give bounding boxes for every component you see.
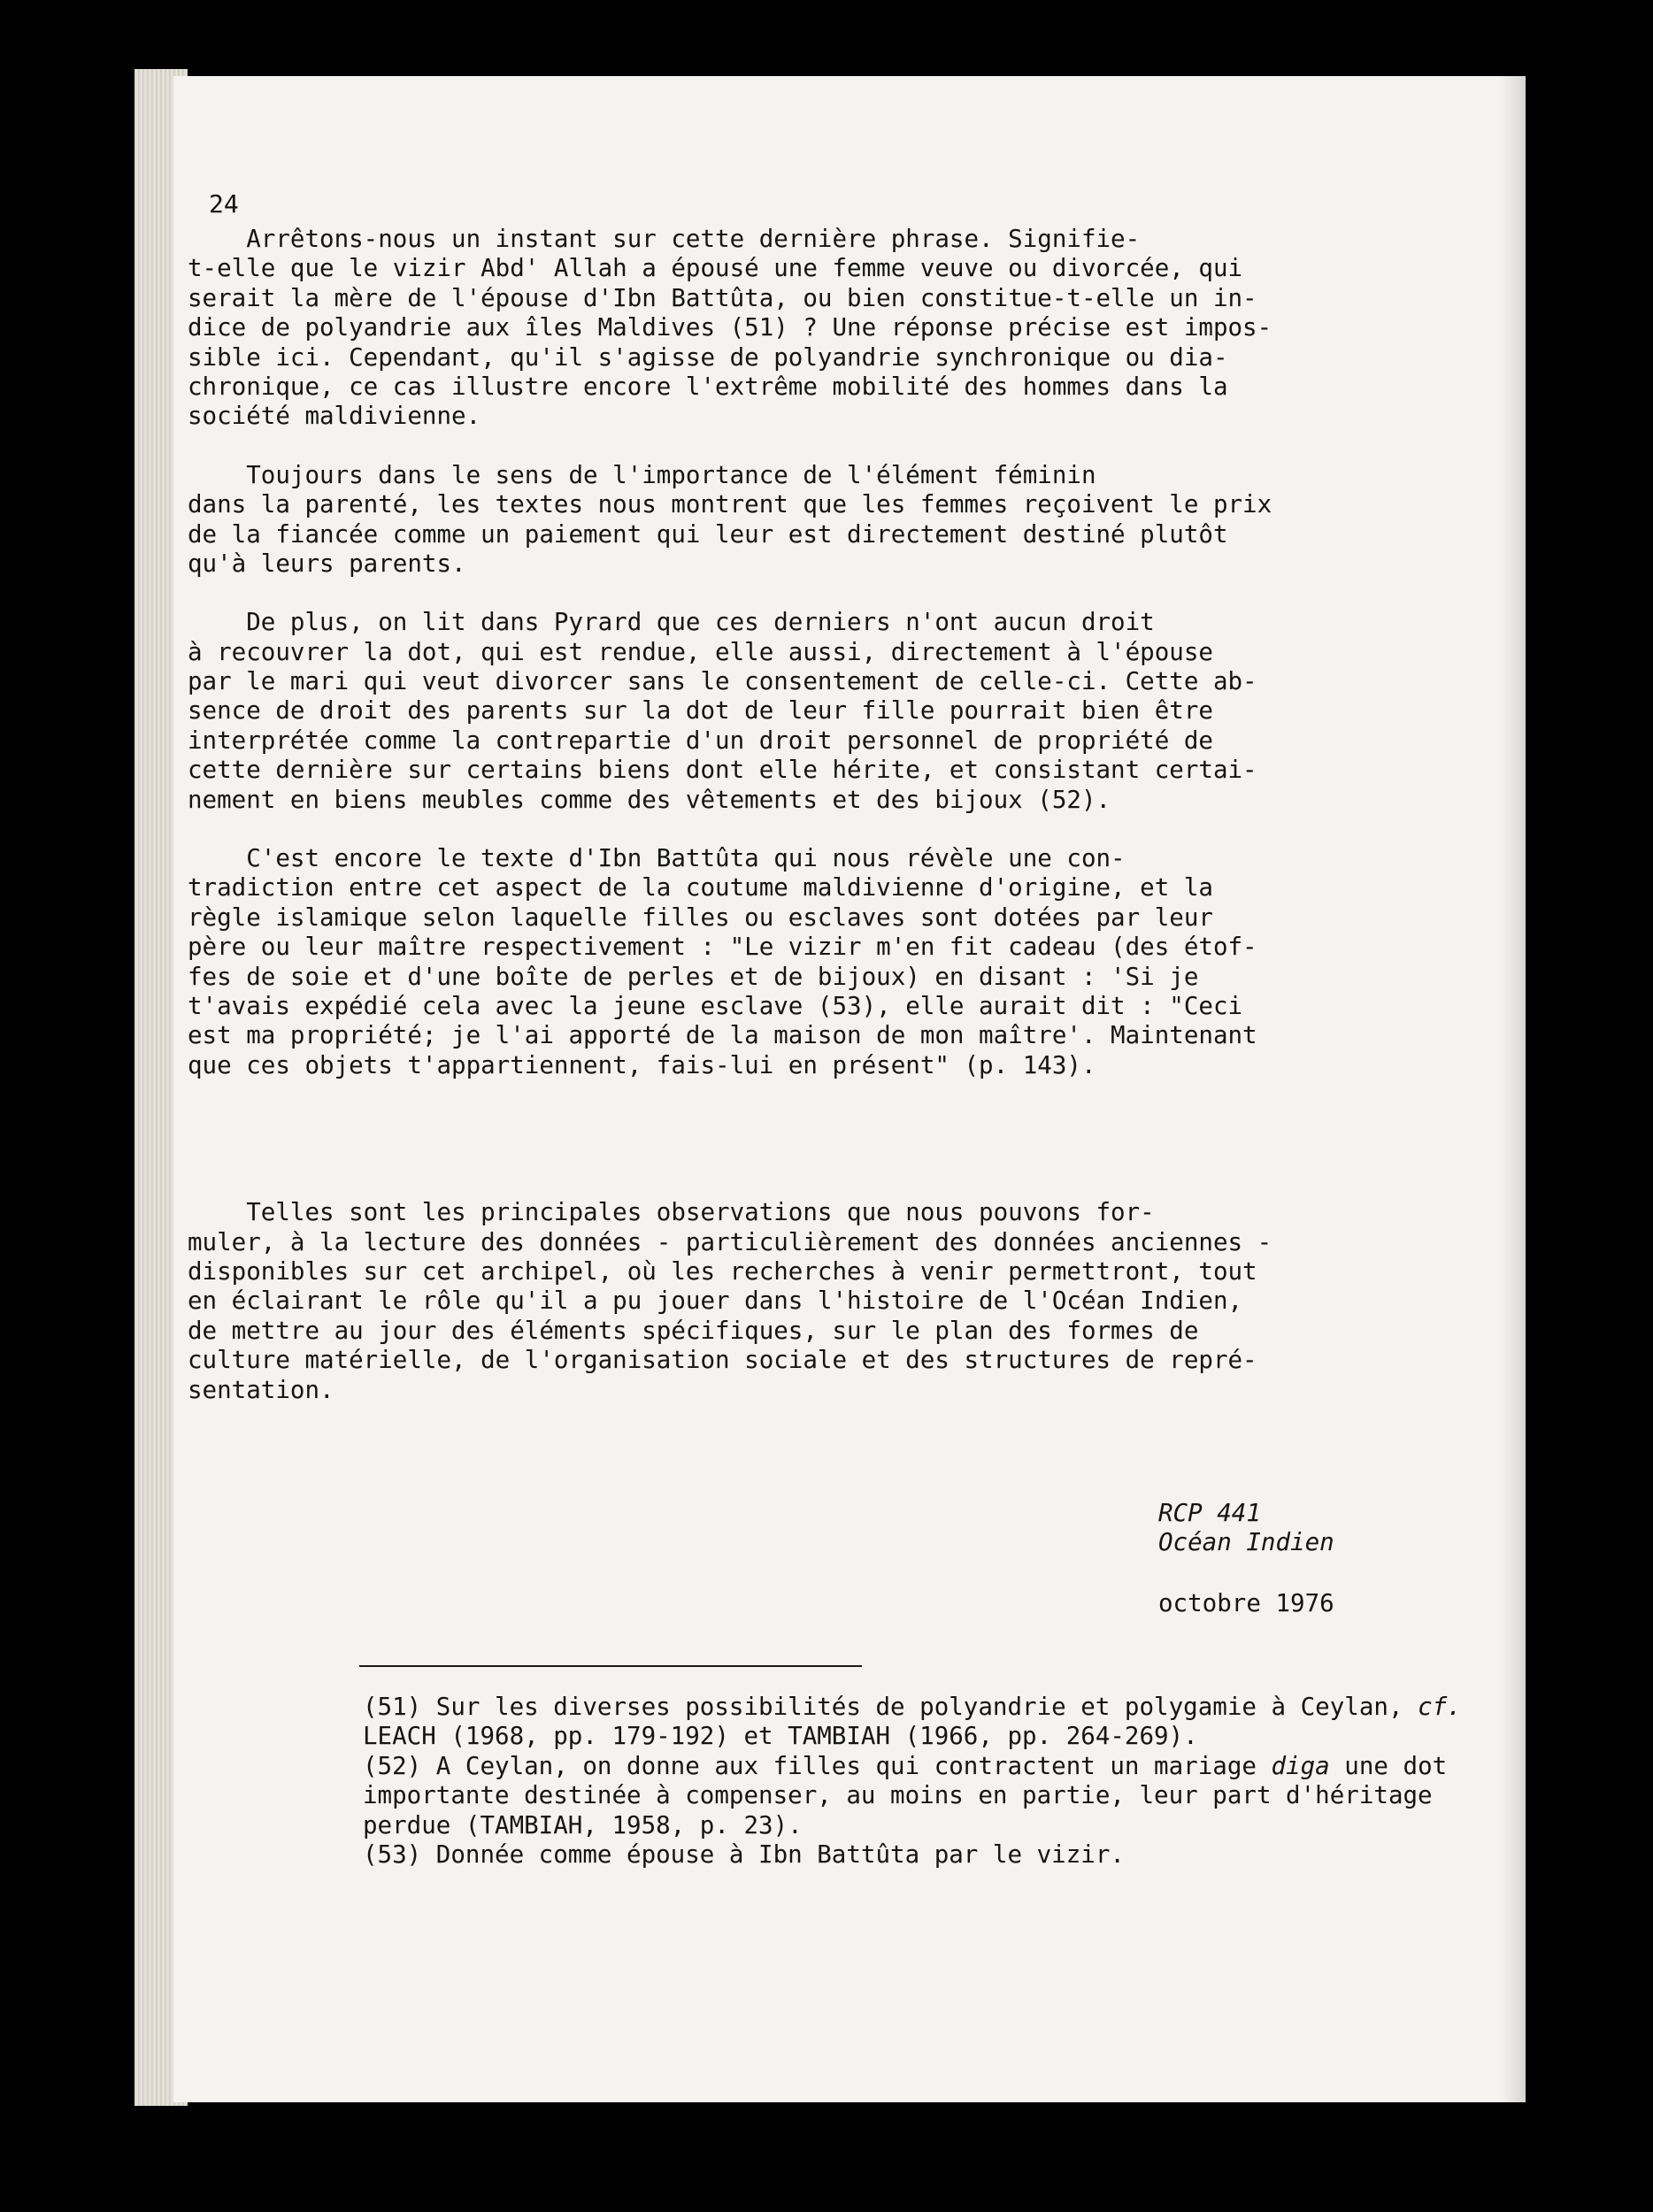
paragraph [188, 608, 1257, 815]
paragraph [188, 460, 1272, 580]
text-line: société maldivienne. [188, 402, 481, 431]
footnotes [363, 1693, 1462, 1870]
text-line: chronique, ce cas illustre encore l'extrême mobilité des hommes dans la [188, 372, 1228, 401]
signature-line-1: RCP 441 [1158, 1499, 1261, 1527]
text-line: sentation. [188, 1375, 334, 1404]
text-line: Telles sont les principales observations que nous pouvons for- [188, 1198, 1155, 1227]
text-line: nement en biens meubles comme des vêtements et des bijoux (52). [188, 785, 1111, 814]
text-line: disponibles sur cet archipel, où les recherches à venir permettront, tout [188, 1256, 1257, 1286]
text-line: muler, à la lecture des données - particulièrement des données anciennes - [188, 1227, 1272, 1256]
text-line: serait la mère de l'épouse d'Ibn Battûta, ou bien constitue-t-elle un in- [188, 283, 1257, 312]
text-line: sence de droit des parents sur la dot de leur fille pourrait bien être [188, 696, 1213, 726]
text-line: C'est encore le texte d'Ibn Battûta qui nous révèle une con- [188, 844, 1126, 873]
footnote-51-line-1: (51) Sur les diverses possibilités de polyandrie et polygamie à Ceylan, cf. [363, 1693, 1462, 1721]
body-text [188, 225, 1272, 1405]
section-gap [188, 1110, 1249, 1198]
page-number: 24 [209, 189, 239, 219]
text-line: t'avais expédié cela avec la jeune esclave (53), elle aurait dit : "Ceci [188, 991, 1243, 1020]
footnote-51-line-2: LEACH (1968, pp. 179-192) et TAMBIAH (1966, pp. 264-269). [363, 1722, 1198, 1751]
text-line: Toujours dans le sens de l'importance de l'élément féminin [188, 460, 1096, 489]
text-line: père ou leur maître respectivement : "Le vizir m'en fit cadeau (des étof- [188, 933, 1257, 962]
signature-line-2: Océan Indien [1158, 1528, 1334, 1557]
text-line: Arrêtons-nous un instant sur cette dernière phrase. Signifie- [188, 225, 1141, 253]
text-line: que ces objets t'appartiennent, fais-lui en présent" (p. 143). [188, 1050, 1096, 1079]
text-line: par le mari qui veut divorcer sans le consentement de celle-ci. Cette ab- [188, 667, 1257, 696]
text-line: règle islamique selon laquelle filles ou esclaves sont dotées par leur [188, 902, 1213, 932]
text-line: à recouvrer la dot, qui est rendue, elle aussi, directement à l'épouse [188, 637, 1213, 666]
text-line: tradiction entre cet aspect de la coutume maldivienne d'origine, et la [188, 873, 1213, 902]
text-line: sible ici. Cependant, qu'il s'agisse de polyandrie synchronique ou dia- [188, 342, 1228, 372]
paragraph [188, 225, 1272, 432]
text-line: qu'à leurs parents. [188, 549, 466, 578]
text-line: De plus, on lit dans Pyrard que ces derniers n'ont aucun droit [188, 608, 1155, 637]
text-line: interprétée comme la contrepartie d'un droit personnel de propriété de [188, 726, 1213, 755]
footnote-separator [359, 1665, 862, 1667]
paragraph [188, 844, 1257, 1080]
text-line: culture matérielle, de l'organisation sociale et des structures de repré- [188, 1346, 1257, 1375]
footnote-53-line-1: (53) Donnée comme épouse à Ibn Battûta par le vizir. [363, 1839, 1125, 1869]
text-line: est ma propriété; je l'ai apporté de la maison de mon maître'. Maintenant [188, 1021, 1257, 1050]
text-line: cette dernière sur certains biens dont elle hérite, et consistant certai- [188, 756, 1257, 785]
date-line: octobre 1976 [1158, 1589, 1334, 1617]
paragraph [188, 1198, 1272, 1405]
text-line: t-elle que le vizir Abd' Allah a épousé une femme veuve ou divorcée, qui [188, 254, 1243, 283]
text-line: dans la parenté, les textes nous montrent que les femmes reçoivent le prix [188, 490, 1272, 519]
text-line: en éclairant le rôle qu'il a pu jouer dans l'histoire de l'Océan Indien, [188, 1286, 1243, 1316]
footnote-52-line-1: (52) A Ceylan, on donne aux filles qui contractent un mariage diga une dot [363, 1751, 1448, 1780]
text-line: de mettre au jour des éléments spécifiques, sur le plan des formes de [188, 1316, 1199, 1345]
text-line: dice de polyandrie aux îles Maldives (51) ? Une réponse précise est impos- [188, 313, 1272, 342]
signature-block [1158, 1499, 1334, 1558]
footnote-52-line-2: importante destinée à compenser, au moins en partie, leur part d'héritage [363, 1781, 1433, 1810]
text-line: fes de soie et d'une boîte de perles et de bijoux) en disant : 'Si je [188, 962, 1199, 991]
text-line: de la fiancée comme un paiement qui leur est directement destiné plutôt [188, 519, 1228, 549]
footnote-52-line-3: perdue (TAMBIAH, 1958, p. 23). [363, 1810, 803, 1839]
